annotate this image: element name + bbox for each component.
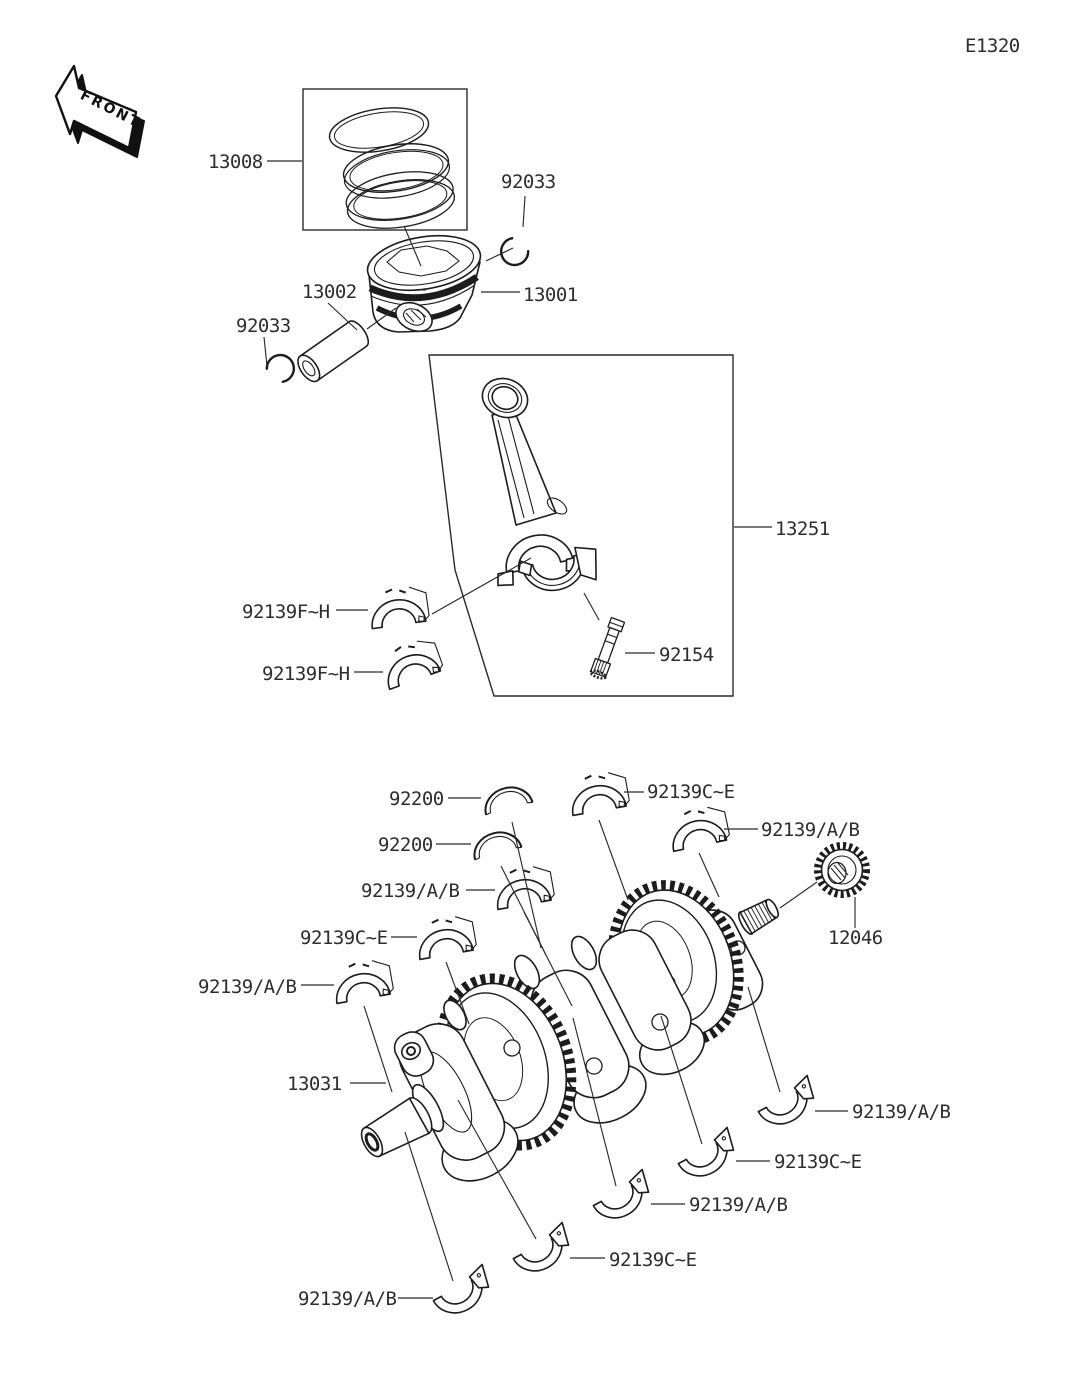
- main-bearing-lower-right-2-drawing: [674, 1127, 742, 1184]
- part-label-thrust-washer-1: 92200: [389, 788, 444, 810]
- circlip-left-drawing: [264, 351, 298, 385]
- part-label-rod-bolt: 92154: [659, 644, 714, 666]
- piston-drawing: [364, 228, 485, 336]
- part-label-rod-bearing-lower: 92139F~H: [262, 663, 350, 685]
- part-label-main-bearing-lower-right-3: 92139/A/B: [689, 1194, 788, 1216]
- connecting-rod-drawing: [477, 372, 602, 597]
- part-label-main-bearing-upper-right: 92139/A/B: [761, 819, 860, 841]
- part-label-main-bearing-lower-right-1: 92139/A/B: [852, 1101, 951, 1123]
- main-bearing-lower-mid-drawing: [509, 1222, 577, 1279]
- circlip-right-drawing: [497, 234, 531, 268]
- rod-bearing-upper-drawing: [367, 585, 429, 629]
- main-bearing-upper-right-drawing: [666, 804, 730, 851]
- main-bearing-mid-ab-drawing: [331, 958, 394, 1004]
- front-direction-arrow: [56, 66, 144, 157]
- part-label-main-bearing-upper-top: 92139C~E: [647, 781, 735, 803]
- part-label-piston: 13001: [523, 284, 578, 306]
- part-label-main-bearing-mid-ce: 92139C~E: [300, 927, 388, 949]
- part-label-circlip-left: 92033: [236, 315, 291, 337]
- piston-pin-drawing: [294, 318, 373, 386]
- thrust-washer-1-drawing: [481, 782, 533, 815]
- part-label-timing-gear: 12046: [828, 927, 883, 949]
- part-label-main-bearing-mid-ab: 92139/A/B: [198, 976, 297, 998]
- main-bearing-upper-top-drawing: [567, 770, 630, 816]
- part-label-piston-ring-set: 13008: [208, 151, 263, 173]
- part-label-crankshaft: 13031: [287, 1073, 342, 1095]
- part-label-main-bearing-lower-mid: 92139C~E: [609, 1249, 697, 1271]
- rod-bolt-drawing: [590, 617, 626, 680]
- rod-bearing-lower-drawing: [377, 636, 444, 690]
- piston-rings-box: [303, 89, 467, 230]
- page-code-label: E1320: [965, 35, 1020, 57]
- part-label-rod-bearing-upper: 92139F~H: [242, 601, 330, 623]
- part-label-main-bearing-lower-right-2: 92139C~E: [774, 1151, 862, 1173]
- main-bearing-lower-right-3-drawing: [589, 1169, 657, 1226]
- part-label-main-bearing-lower-left: 92139/A/B: [298, 1288, 397, 1310]
- timing-gear-drawing: [818, 846, 866, 894]
- part-label-thrust-washer-2: 92200: [378, 834, 433, 856]
- main-bearing-lower-right-1-drawing: [754, 1075, 822, 1132]
- part-label-main-bearing-upper-left: 92139/A/B: [361, 880, 460, 902]
- main-bearing-lower-left-drawing: [429, 1264, 497, 1321]
- part-label-connecting-rod: 13251: [775, 518, 830, 540]
- part-label-circlip-right: 92033: [501, 171, 556, 193]
- front-arrow-label: FRONT: [77, 87, 144, 132]
- main-bearing-mid-ce-drawing: [414, 914, 477, 960]
- piston-oil-ring: [343, 165, 458, 235]
- part-label-piston-pin: 13002: [302, 281, 357, 303]
